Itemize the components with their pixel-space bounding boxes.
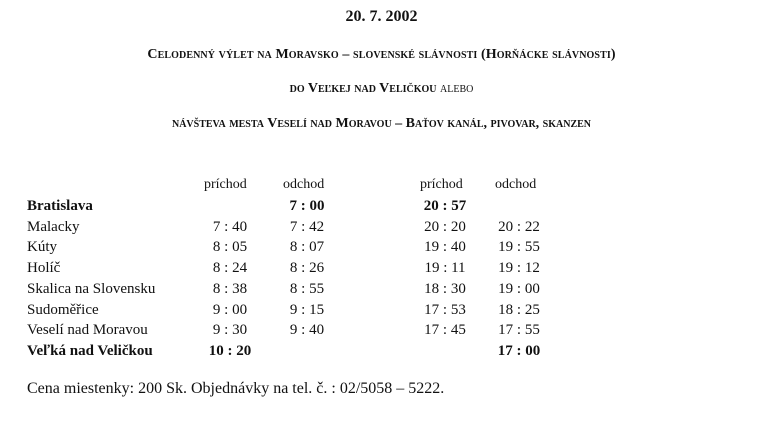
return-arrival-time: 17 : 53 — [424, 301, 466, 318]
return-arrival-time: 20 : 20 — [424, 218, 466, 235]
station-name: Bratislava — [27, 198, 93, 214]
arrival-time: 8 : 05 — [212, 239, 248, 256]
departure-time: 7 : 42 — [289, 218, 325, 235]
station-name: Veselí nad Moravou — [27, 322, 148, 339]
table-row — [0, 343, 763, 364]
station-name: Holíč — [27, 260, 61, 277]
arrival-time: 8 : 24 — [212, 260, 248, 277]
departure-time: 8 : 26 — [289, 260, 325, 277]
return-arrival-time: 20 : 57 — [423, 198, 467, 214]
station-name: Kúty — [27, 239, 57, 256]
return-departure-time: 18 : 25 — [498, 301, 540, 318]
return-arrival-time: 18 : 30 — [424, 280, 466, 297]
column-header-arrival: príchod — [204, 177, 247, 192]
heading-line-1: Celodenný výlet na Moravsko – slovenské slávnosti (Horňácke slávnosti) — [147, 47, 616, 62]
departure-time: 7 : 00 — [289, 198, 325, 214]
arrival-time: 9 : 30 — [212, 322, 248, 339]
departure-time: 8 : 55 — [289, 280, 325, 297]
heading-line-2-suffix: alebo — [440, 81, 474, 96]
departure-time: 9 : 15 — [289, 301, 325, 318]
station-name: Sudoměřice — [27, 301, 99, 318]
heading-line-2-main: do Veľkej nad Veličkou — [289, 81, 437, 96]
return-departure-time: 17 : 55 — [498, 322, 540, 339]
return-departure-time: 20 : 22 — [498, 218, 540, 235]
return-departure-time: 19 : 00 — [498, 280, 540, 297]
table-row — [0, 219, 763, 240]
departure-time: 9 : 40 — [289, 322, 325, 339]
return-arrival-time: 19 : 11 — [424, 260, 466, 277]
station-name: Veľká nad Veličkou — [27, 342, 153, 359]
table-row — [0, 239, 763, 260]
column-header-return-arrival: príchod — [420, 177, 463, 192]
station-name: Skalica na Slovensku — [27, 280, 156, 297]
return-departure-time: 19 : 55 — [498, 239, 540, 256]
table-row — [0, 322, 763, 343]
arrival-time: 8 : 38 — [212, 280, 248, 297]
table-row — [0, 281, 763, 302]
column-header-return-departure: odchod — [495, 177, 537, 192]
return-departure-time: 17 : 00 — [497, 342, 541, 359]
arrival-time: 10 : 20 — [208, 342, 252, 359]
column-header-departure: odchod — [283, 177, 325, 192]
table-row — [0, 198, 763, 219]
station-name: Malacky — [27, 218, 80, 235]
return-arrival-time: 17 : 45 — [424, 322, 466, 339]
arrival-time: 7 : 40 — [212, 218, 248, 235]
arrival-time: 9 : 00 — [212, 301, 248, 318]
table-row — [0, 302, 763, 323]
table-row — [0, 260, 763, 281]
return-departure-time: 19 : 12 — [498, 260, 540, 277]
departure-time: 8 : 07 — [289, 239, 325, 256]
return-arrival-time: 19 : 40 — [424, 239, 466, 256]
heading-line-2 — [0, 81, 763, 97]
heading-line-3: návšteva mesta Veselí nad Moravou – Baťov kanál, pivovar, skanzen — [171, 116, 592, 131]
footer-price-info: Cena miestenky: 200 Sk. Objednávky na tel. č. : 02/5058 – 5222. — [27, 380, 445, 397]
page-date: 20. 7. 2002 — [345, 8, 418, 25]
